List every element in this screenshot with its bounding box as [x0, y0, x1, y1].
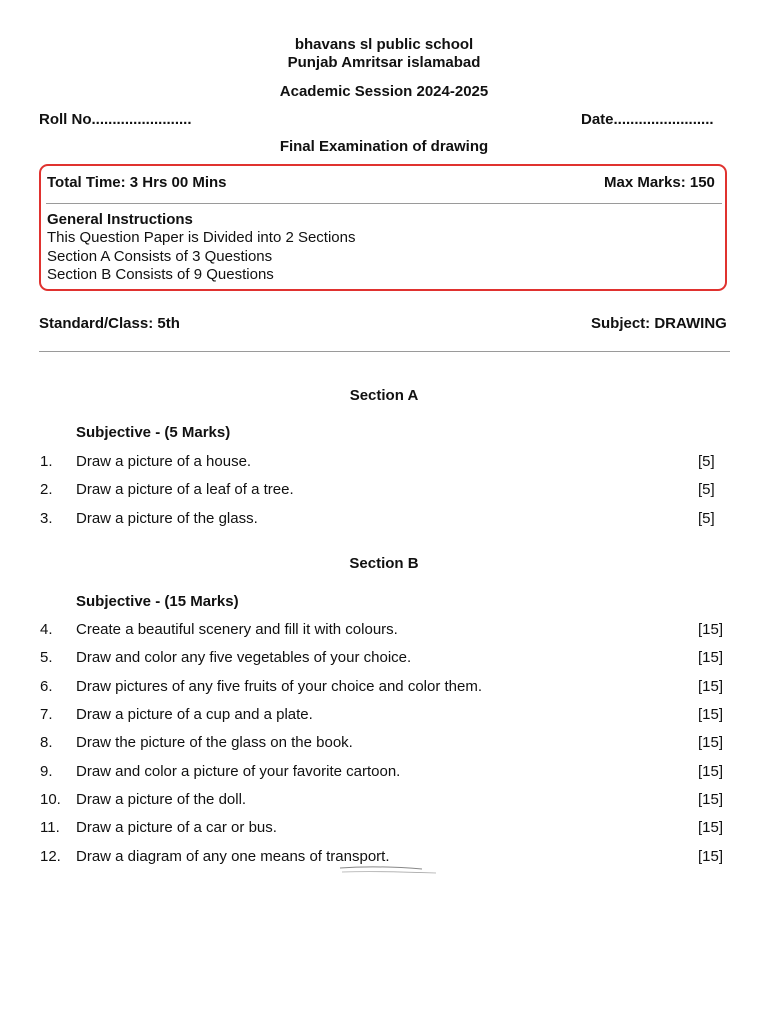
- question-text: Draw the picture of the glass on the book.: [76, 734, 353, 751]
- question-row: [0, 819, 768, 841]
- question-text: Draw a picture of a car or bus.: [76, 819, 277, 836]
- box-divider: [46, 203, 722, 204]
- question-marks: [15]: [698, 649, 724, 666]
- question-text: Draw a picture of the doll.: [76, 791, 247, 808]
- question-number: 8.: [40, 734, 53, 751]
- question-number: 4.: [40, 621, 53, 638]
- school-location: Punjab Amritsar islamabad: [287, 54, 481, 71]
- instructions-title: General Instructions: [47, 211, 193, 228]
- question-marks: [15]: [698, 791, 724, 808]
- question-text: Draw a picture of the glass.: [76, 510, 258, 527]
- question-row: [0, 510, 768, 532]
- instruction-line: Section B Consists of 9 Questions: [47, 266, 274, 283]
- question-marks: [15]: [698, 734, 724, 751]
- roll-no-field: Roll No........................: [39, 111, 192, 128]
- question-text: Draw a diagram of any one means of transport.: [76, 848, 390, 865]
- question-number: 7.: [40, 706, 53, 723]
- question-text: Draw a picture of a leaf of a tree.: [76, 481, 294, 498]
- exam-title: Final Examination of drawing: [279, 138, 489, 155]
- question-marks: [5]: [698, 481, 715, 498]
- question-marks: [5]: [698, 453, 715, 470]
- question-row: [0, 649, 768, 671]
- max-marks: Max Marks: 150: [604, 174, 715, 191]
- question-number: 9.: [40, 763, 53, 780]
- question-row: [0, 481, 768, 503]
- question-text: Draw a picture of a house.: [76, 453, 252, 470]
- section-b-title: Section B: [349, 555, 419, 572]
- total-time: Total Time: 3 Hrs 00 Mins: [47, 174, 227, 191]
- question-marks: [15]: [698, 678, 724, 695]
- question-marks: [5]: [698, 510, 715, 527]
- academic-session: Academic Session 2024-2025: [279, 83, 489, 100]
- question-number: 5.: [40, 649, 53, 666]
- section-a-subtitle: Subjective - (5 Marks): [76, 424, 231, 441]
- question-row: [0, 678, 768, 700]
- school-name: bhavans sl public school: [294, 36, 474, 53]
- class-label: Standard/Class: 5th: [39, 315, 180, 332]
- question-text: Draw and color a picture of your favorite cartoon.: [76, 763, 401, 780]
- question-row: [0, 734, 768, 756]
- question-row: [0, 791, 768, 813]
- question-row: [0, 453, 768, 475]
- subject-label: Subject: DRAWING: [591, 315, 727, 332]
- header-divider: [39, 351, 730, 352]
- question-text: Draw pictures of any five fruits of your choice and color them.: [76, 678, 483, 695]
- question-row: [0, 763, 768, 785]
- question-row: [0, 621, 768, 643]
- question-marks: [15]: [698, 621, 724, 638]
- question-marks: [15]: [698, 763, 724, 780]
- question-number: 11.: [40, 819, 60, 836]
- question-text: Create a beautiful scenery and fill it with colours.: [76, 621, 398, 638]
- section-a-title: Section A: [349, 387, 419, 404]
- question-number: 3.: [40, 510, 53, 527]
- question-number: 6.: [40, 678, 53, 695]
- date-field: Date........................: [581, 111, 714, 128]
- section-b-subtitle: Subjective - (15 Marks): [76, 593, 239, 610]
- question-number: 12.: [40, 848, 61, 865]
- question-marks: [15]: [698, 819, 724, 836]
- question-marks: [15]: [698, 848, 724, 865]
- instruction-line: This Question Paper is Divided into 2 Sections: [47, 229, 356, 246]
- question-text: Draw and color any five vegetables of your choice.: [76, 649, 412, 666]
- question-number: 10.: [40, 791, 61, 808]
- instruction-line: Section A Consists of 3 Questions: [47, 248, 273, 265]
- question-text: Draw a picture of a cup and a plate.: [76, 706, 313, 723]
- question-number: 1.: [40, 453, 53, 470]
- question-row: [0, 706, 768, 728]
- question-number: 2.: [40, 481, 53, 498]
- pen-scribble-mark: [338, 866, 438, 876]
- question-marks: [15]: [698, 706, 724, 723]
